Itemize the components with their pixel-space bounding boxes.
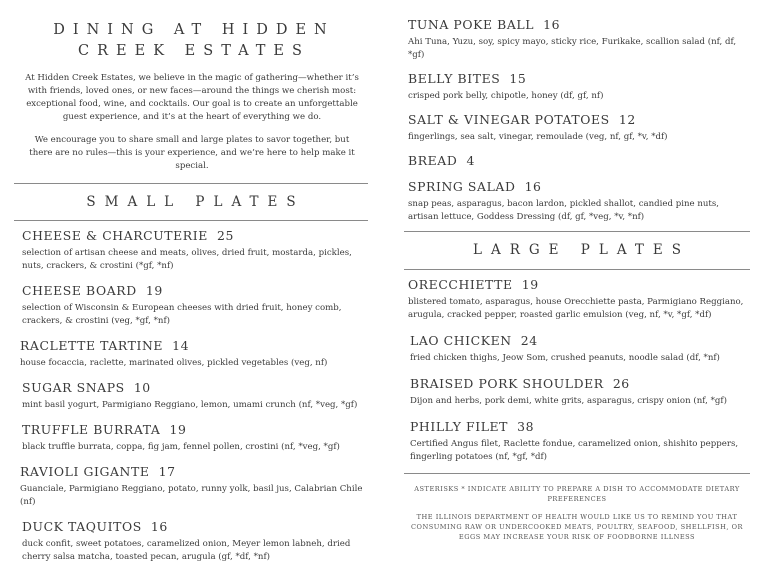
menu-item-description: house focaccia, raclette, marinated olives, pickled vegetables (veg, nf): [20, 358, 328, 368]
menu-item-name: SALT & VINEGAR POTATOES: [408, 112, 610, 127]
menu-item: [408, 278, 750, 322]
menu-item-description: duck confit, sweet potatoes, caramelized onion, Meyer lemon labneh, dried cherry salsa matcha, toasted pecan, arugula (gf, *df, *nf): [22, 539, 351, 562]
menu-item-name: ORECCHIETTE: [408, 277, 513, 292]
menu-item: [410, 334, 750, 365]
menu-item-name: LAO CHICKEN: [410, 333, 512, 348]
menu-item: [410, 377, 750, 408]
small-plates-continued-list: [404, 18, 750, 224]
menu-item-price: 24: [520, 333, 538, 348]
divider: [404, 473, 750, 474]
dietary-note: ASTERISKS * INDICATE ABILITY TO PREPARE A DISH TO ACCOMMODATE DIETARY PREFERENCES: [414, 485, 740, 503]
menu-item-price: 12: [618, 112, 636, 127]
menu-item-price: 19: [521, 277, 539, 292]
small-plates-heading: SMALL PLATES: [86, 194, 305, 210]
menu-item-description: Certified Angus filet, Raclette fondue, caramelized onion, shishito peppers, fingerling potatoes (nf, *gf, *df): [410, 439, 739, 462]
menu-item-description: selection of artisan cheese and meats, olives, dried fruit, mostarda, pickles, nuts, crackers, & crostini (*gf, *nf): [22, 248, 352, 271]
menu-item: [408, 180, 750, 224]
menu-item-price: 25: [216, 228, 234, 243]
menu-item-price: 16: [150, 519, 168, 534]
menu-item-name: TUNA POKE BALL: [408, 17, 535, 32]
menu-item-price: 16: [524, 179, 542, 194]
menu-item-price: 10: [133, 380, 151, 395]
menu-item: [20, 339, 368, 370]
menu-item-name: CHEESE & CHARCUTERIE: [22, 228, 208, 243]
menu-item-name: BREAD: [408, 153, 458, 168]
menu-item: [22, 381, 368, 412]
menu-item: [408, 72, 750, 103]
intro-paragraph-2: We encourage you to share small and large plates to savor together, but there are no rules—this is your experience, and we’re here to help make it special.: [29, 135, 355, 171]
menu-item: [410, 420, 750, 464]
divider: [404, 269, 750, 270]
menu-item-heading: [410, 420, 750, 434]
menu-item: [22, 284, 368, 328]
menu-item-heading: [22, 284, 368, 298]
menu-item-heading: [20, 339, 368, 353]
menu-item-name: DUCK TAQUITOS: [22, 519, 142, 534]
menu-item-name: SUGAR SNAPS: [22, 380, 125, 395]
menu-item-description: fried chicken thighs, Jeow Som, crushed peanuts, noodle salad (df, *nf): [410, 353, 720, 363]
menu-item: [408, 154, 750, 168]
menu-item-price: 17: [158, 464, 176, 479]
menu-item-description: black truffle burrata, coppa, fig jam, fennel pollen, crostini (nf, *veg, *gf): [22, 442, 340, 452]
menu-item-heading: [408, 278, 750, 292]
menu-item-heading: [22, 423, 368, 437]
menu-item-heading: [20, 465, 368, 479]
menu-item-name: RACLETTE TARTINE: [20, 338, 164, 353]
intro-text: [22, 72, 362, 173]
small-plates-list: [14, 229, 368, 564]
menu-item-price: 4: [466, 153, 475, 168]
menu-item-name: SPRING SALAD: [408, 179, 516, 194]
divider: [14, 183, 368, 184]
menu-item-heading: [410, 377, 750, 391]
menu-title-line-2: CREEK ESTATES: [78, 43, 310, 59]
menu-item-heading: [408, 154, 750, 168]
menu-item-description: selection of Wisconsin & European cheeses with dried fruit, honey comb, crackers, & crostini (veg, *gf, *nf): [22, 303, 342, 326]
menu-item-name: TRUFFLE BURRATA: [22, 422, 161, 437]
menu-item-description: fingerlings, sea salt, vinegar, remoulade (veg, nf, gf, *v, *df): [408, 132, 668, 142]
menu-item-price: 15: [509, 71, 527, 86]
health-warning-note: THE ILLINOIS DEPARTMENT OF HEALTH WOULD LIKE US TO REMIND YOU THAT CONSUMING RAW OR UNDERCOOKED MEATS, POULTRY, SEAFOOD, SHELLFISH, OR EGGS MAY INCREASE YOUR RISK OF FOODBORNE ILLNESS: [411, 513, 743, 541]
menu-title-line-1: DINING AT HIDDEN: [53, 22, 335, 38]
menu-item-name: RAVIOLI GIGANTE: [20, 464, 150, 479]
menu-item-description: Ahi Tuna, Yuzu, soy, spicy mayo, sticky rice, Furikake, scallion salad (nf, df, *gf): [408, 37, 737, 60]
menu-item-price: 19: [145, 283, 163, 298]
menu-item-price: 38: [517, 419, 535, 434]
menu-item-description: blistered tomato, asparagus, house Orecchiette pasta, Parmigiano Reggiano, arugula, cracked pepper, roasted garlic emulsion (veg, nf, *v, *gf, *df): [408, 297, 744, 320]
divider: [404, 231, 750, 232]
menu-item-description: crisped pork belly, chipotle, honey (df, gf, nf): [408, 91, 604, 101]
large-plates-list: [404, 278, 750, 464]
left-column: [14, 0, 368, 564]
menu-item-price: 14: [172, 338, 190, 353]
menu-item-description: snap peas, asparagus, bacon lardon, pickled shallot, candied pine nuts, artisan lettuce, Goddess Dressing (df, gf, *veg, *v, *nf): [408, 199, 720, 222]
menu-item-price: 26: [612, 376, 630, 391]
menu-item: [22, 520, 368, 564]
divider: [14, 220, 368, 221]
menu-item-heading: [410, 334, 750, 348]
menu-item-name: BELLY BITES: [408, 71, 501, 86]
menu-item-description: mint basil yogurt, Parmigiano Reggiano, lemon, umami crunch (nf, *veg, *gf): [22, 400, 358, 410]
large-plates-heading: LARGE PLATES: [473, 242, 690, 258]
menu-item-heading: [22, 381, 368, 395]
menu-item-price: 19: [169, 422, 187, 437]
menu-item: [22, 423, 368, 454]
menu-item-name: BRAISED PORK SHOULDER: [410, 376, 604, 391]
menu-item: [408, 113, 750, 144]
menu-item-heading: [22, 520, 368, 534]
menu-item-description: Guanciale, Parmigiano Reggiano, potato, runny yolk, basil jus, Calabrian Chile (nf): [20, 484, 363, 507]
menu-item-name: CHEESE BOARD: [22, 283, 137, 298]
menu-item-heading: [408, 72, 750, 86]
menu-item: [20, 465, 368, 509]
menu-item-heading: [408, 180, 750, 194]
menu-item-description: Dijon and herbs, pork demi, white grits, asparagus, crispy onion (nf, *gf): [410, 396, 727, 406]
menu-item-heading: [22, 229, 368, 243]
menu-title: [14, 20, 368, 62]
menu-item-name: PHILLY FILET: [410, 419, 509, 434]
menu-item-price: 16: [543, 17, 561, 32]
intro-paragraph-1: At Hidden Creek Estates, we believe in the magic of gathering—whether it’s with friends, loved ones, or new faces—around the things we cherish most: exceptional food, wine, and cocktails. Our goal is to create an unforgettable guest experience, and it’s at the heart of everything we do.: [25, 73, 359, 122]
menu-item-heading: [408, 18, 750, 32]
menu-item-heading: [408, 113, 750, 127]
menu-item: [22, 229, 368, 273]
menu-item: [408, 18, 750, 62]
right-column: [404, 0, 750, 542]
